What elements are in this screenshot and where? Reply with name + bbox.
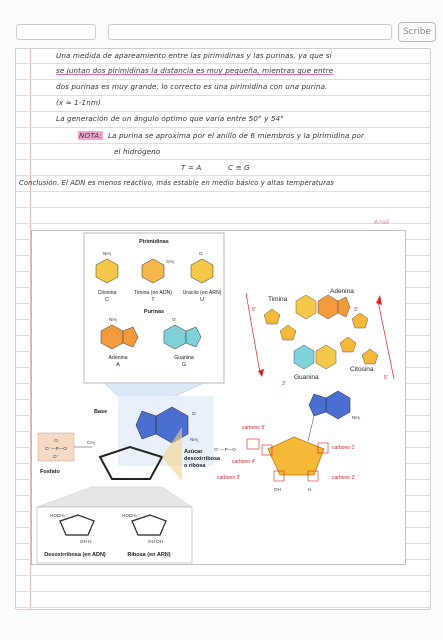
svg-text:H: H [308,487,312,492]
ruled-line [16,607,430,608]
helix-adenina-label: Adenina [330,288,354,295]
nucleotide-diagram [32,231,406,565]
citosina-letter: C [105,297,109,303]
ruled-line [16,127,430,128]
azucar-label-2: desoxirribosa [184,456,221,462]
brand-logo: Scribe [398,22,436,42]
nota-label: NOTA: [79,131,102,140]
svg-text:O: O [199,251,203,256]
prime-3-bottom: 3' [282,381,286,387]
ruled-line [16,575,430,576]
note-line-2: se juntan dos pirimidinas la distancia es muy pequeña, mientras que entre [56,66,334,75]
note-line-3: dos purinas es muy grande, lo correcto es una pirimidina con una purina. [56,82,328,91]
carbono-2-label: carbono 2' [332,475,356,481]
ruled-line [16,159,430,160]
svg-text:O: O [172,317,176,322]
nucleotide-figure [31,230,406,565]
note-line-7: el hidrógeno [114,147,161,156]
header-field-wide[interactable] [108,24,392,40]
ruled-line [16,79,430,80]
carbono-1-label: carbono 1' [332,445,356,451]
sugar-funnel [37,487,192,507]
svg-text:NH₂: NH₂ [109,317,118,322]
ruled-line [16,223,430,224]
svg-text:CH₂: CH₂ [87,440,96,445]
ruled-line [16,175,430,176]
carbono-4-label: carbono 4' [232,459,256,465]
svg-text:OH OH: OH OH [148,539,164,544]
ruled-line [16,591,430,592]
timina-label: Timina (en ADN) [133,290,173,296]
svg-text:HOCH₂: HOCH₂ [122,513,138,518]
azucar-label-3: o ribosa [184,463,206,469]
ruled-line [16,63,430,64]
conclusion-line: Conclusión. El ADN es menos reactivo, más estable en medio básico y altas temperaturas [19,179,334,187]
citosina-label: Citosina [97,290,117,296]
uracilo-letter: U [200,297,204,303]
azucar-label-1: Azúcar [184,449,203,455]
svg-text:O⁻—P—O: O⁻—P—O [45,446,67,451]
note-line-4: (x ≈ 1-1nm) [56,98,101,107]
helix-timina-label: Timina [268,296,288,303]
prime-5-bottom: 5' [384,375,388,381]
svg-text:NH₂: NH₂ [190,437,199,442]
adenina-label: Adenina [108,355,128,361]
timina-letter: T [151,297,155,303]
prime-5-top: 5' [252,307,256,313]
guanina-letter: G [181,362,187,368]
svg-text:O⁻—P—O: O⁻—P—O [214,447,236,452]
svg-text:OH H: OH H [80,539,92,544]
svg-text:O⁻: O⁻ [53,454,59,459]
ribosa-label: Ribosa (en ARN) [127,552,171,558]
helix-guanina-label: Guanina [294,374,319,381]
ruled-line [16,111,430,112]
fosfato-label: Fosfato [40,469,60,475]
adenina-letter: A [116,362,120,368]
svg-text:O: O [54,438,58,443]
desoxirribosa-label: Desoxirribosa (en ADN) [44,552,106,558]
svg-text:O: O [192,411,196,416]
carbono-5-label: carbono 5' [242,425,266,431]
guanina-label: Guanina [174,355,194,361]
note-line-5: La generación de un ángulo óptimo que varía entre 50° y 54° [56,114,284,123]
note-line-6: La purina se aproxima por el anillo de 6 miembros y la pirimidina por [108,131,365,140]
svg-text:NH₂: NH₂ [352,415,361,420]
pair-cg: C ≡ G [228,163,250,172]
helix-citosina-label: Citosina [350,366,374,373]
pair-ta: T = A [181,163,202,172]
note-line-1: Una medida de apareamiento entre las pirimidinas y las purinas, ya que si [56,51,332,60]
svg-text:HOCH₂: HOCH₂ [50,513,66,518]
purinas-title: Purinas [143,309,165,315]
pirimidinas-title: Pirimidinas [139,239,169,245]
svg-text:OH: OH [274,487,281,492]
signature: Anaé [374,219,390,226]
carbono-3-label: carbono 3' [217,475,241,481]
header-field-left[interactable] [16,24,96,40]
ruled-line [16,191,430,192]
ruled-line [16,143,430,144]
uracilo-label: Uracilo (en ARN) [182,290,222,296]
svg-text:CH₃: CH₃ [166,259,175,264]
prime-3-top: 3' [354,307,358,313]
ruled-line [16,207,430,208]
ruled-line [16,95,430,96]
base-label: Base [94,409,108,415]
svg-text:NH₂: NH₂ [103,251,112,256]
